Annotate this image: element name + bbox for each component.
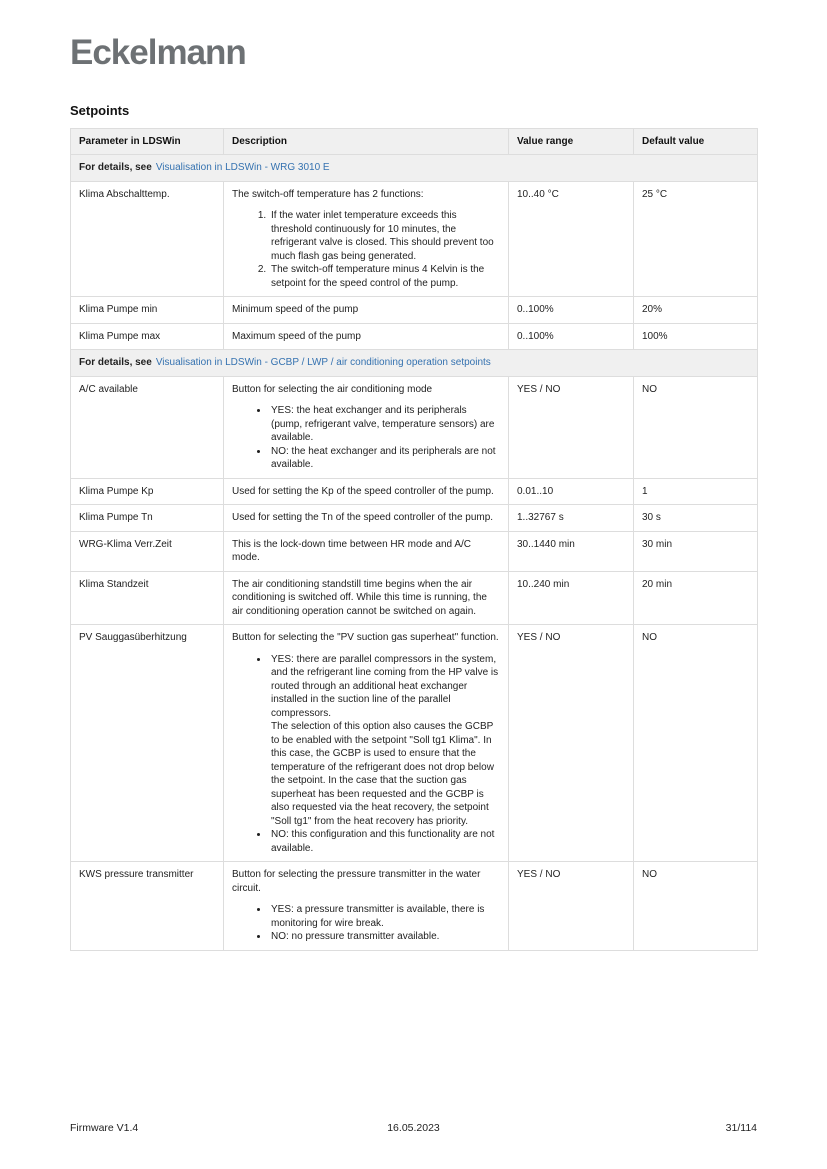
value-range-cell: 0..100% [509, 323, 634, 350]
footer-firmware-version: Firmware V1.4 [70, 1122, 139, 1134]
description-intro: Button for selecting the air conditioning mode [232, 383, 433, 395]
default-value-cell: NO [634, 625, 758, 862]
description-cell [224, 625, 509, 862]
numbered-list [232, 209, 500, 290]
default-value-cell: NO [634, 376, 758, 478]
list-item: • YES: a pressure transmitter is available, there is monitoring for wire break. [269, 903, 500, 930]
list-item: • NO: no pressure transmitter available. [269, 930, 500, 944]
default-value-cell: 1 [634, 478, 758, 505]
link-gcbp-lwp-setpoints[interactable]: Visualisation in LDSWin - GCBP / LWP / air conditioning operation setpoints [155, 357, 491, 368]
section-note-row [71, 155, 758, 182]
default-value-cell: 100% [634, 323, 758, 350]
table-row [71, 505, 758, 532]
table-row [71, 297, 758, 324]
default-value-cell: NO [634, 862, 758, 951]
column-header-parameter: Parameter in LDSWin [71, 128, 224, 155]
eckelmann-logo: Eckelmann [70, 33, 246, 72]
value-range-cell: 1..32767 s [509, 505, 634, 532]
value-range-cell: 30..1440 min [509, 531, 634, 571]
value-range-cell: 0..100% [509, 297, 634, 324]
table-row [71, 625, 758, 862]
table-row [71, 323, 758, 350]
param-cell: WRG-Klima Verr.Zeit [71, 531, 224, 571]
column-header-default-value: Default value [634, 128, 758, 155]
param-cell: Klima Pumpe Kp [71, 478, 224, 505]
column-header-value-range: Value range [509, 128, 634, 155]
param-cell: Klima Standzeit [71, 571, 224, 625]
description-cell [224, 376, 509, 478]
list-item: 1. If the water inlet temperature exceeds this threshold continuously for 10 minutes, the refrigerant valve is closed. This should prevent too much flash gas being generated. [269, 209, 500, 263]
description-intro: Button for selecting the "PV suction gas superheat" function. [232, 632, 499, 643]
table-header-row [71, 128, 758, 155]
footer-date: 16.05.2023 [387, 1122, 440, 1134]
section-note-cell [71, 350, 758, 377]
list-item: • NO: this configuration and this functionality are not available. [269, 828, 500, 855]
table-row [71, 181, 758, 297]
table-row [71, 376, 758, 478]
section-note-prefix: For details, see [79, 357, 152, 368]
section-note-row [71, 350, 758, 377]
section-note-cell [71, 155, 758, 182]
list-item-paragraph: • YES: there are parallel compressors in the system, and the refrigerant line coming from the HP valve is routed through an additional heat exchanger installed in the suction line of the parallel compressors. [271, 653, 499, 719]
value-range-cell: YES / NO [509, 862, 634, 951]
table-row [71, 531, 758, 571]
param-cell: KWS pressure transmitter [71, 862, 224, 951]
bullet-list [232, 903, 500, 944]
description-cell: Maximum speed of the pump [224, 323, 509, 350]
description-cell [224, 862, 509, 951]
page-footer [70, 1122, 757, 1134]
description-cell: Used for setting the Kp of the speed controller of the pump. [224, 478, 509, 505]
table-row [71, 571, 758, 625]
default-value-cell: 30 s [634, 505, 758, 532]
footer-page-number: 31/114 [725, 1122, 757, 1134]
table-row [71, 862, 758, 951]
value-range-cell: 10..40 °C [509, 181, 634, 297]
description-intro: Button for selecting the pressure transmitter in the water circuit. [232, 869, 481, 894]
bullet-list [232, 653, 500, 856]
list-item: 2. The switch-off temperature minus 4 Kelvin is the setpoint for the speed control of the pump. [269, 263, 500, 290]
param-cell: Klima Abschalttemp. [71, 181, 224, 297]
default-value-cell: 20 min [634, 571, 758, 625]
param-cell: A/C available [71, 376, 224, 478]
setpoints-heading: Setpoints [70, 102, 130, 118]
bullet-list [232, 404, 500, 472]
description-cell: This is the lock-down time between HR mode and A/C mode. [224, 531, 509, 571]
param-cell: PV Sauggasüberhitzung [71, 625, 224, 862]
param-cell: Klima Pumpe Tn [71, 505, 224, 532]
param-cell: Klima Pumpe max [71, 323, 224, 350]
setpoints-table [70, 128, 758, 951]
value-range-cell: YES / NO [509, 376, 634, 478]
param-cell: Klima Pumpe min [71, 297, 224, 324]
default-value-cell: 25 °C [634, 181, 758, 297]
default-value-cell: 30 min [634, 531, 758, 571]
value-range-cell: YES / NO [509, 625, 634, 862]
column-header-description: Description [224, 128, 509, 155]
section-note-prefix: For details, see [79, 162, 152, 173]
list-item [269, 653, 500, 829]
description-cell: Minimum speed of the pump [224, 297, 509, 324]
list-item: • NO: the heat exchanger and its peripherals are not available. [269, 445, 500, 472]
table-row [71, 478, 758, 505]
description-cell: The air conditioning standstill time begins when the air conditioning is switched off. While this time is running, the air conditioning operation cannot be switched on again. [224, 571, 509, 625]
link-wrg-3010-e[interactable]: Visualisation in LDSWin - WRG 3010 E [155, 162, 330, 173]
description-intro: The switch-off temperature has 2 functions: [232, 188, 424, 200]
value-range-cell: 10..240 min [509, 571, 634, 625]
description-cell [224, 181, 509, 297]
default-value-cell: 20% [634, 297, 758, 324]
list-item: • YES: the heat exchanger and its peripherals (pump, refrigerant valve, temperature sensors) are available. [269, 404, 500, 445]
value-range-cell: 0.01..10 [509, 478, 634, 505]
description-cell: Used for setting the Tn of the speed controller of the pump. [224, 505, 509, 532]
list-item-paragraph: The selection of this option also causes the GCBP to be enabled with the setpoint "Soll tg1 Klima". In this case, the GCBP is used to ensure that the temperature of the refrigerant does not drop below the setpoint. In the case that the suction gas superheat has been requested and the GCBP is also requested via the heat recovery, the setpoint "Soll tg1" from the heat recovery has priority. [271, 721, 494, 827]
